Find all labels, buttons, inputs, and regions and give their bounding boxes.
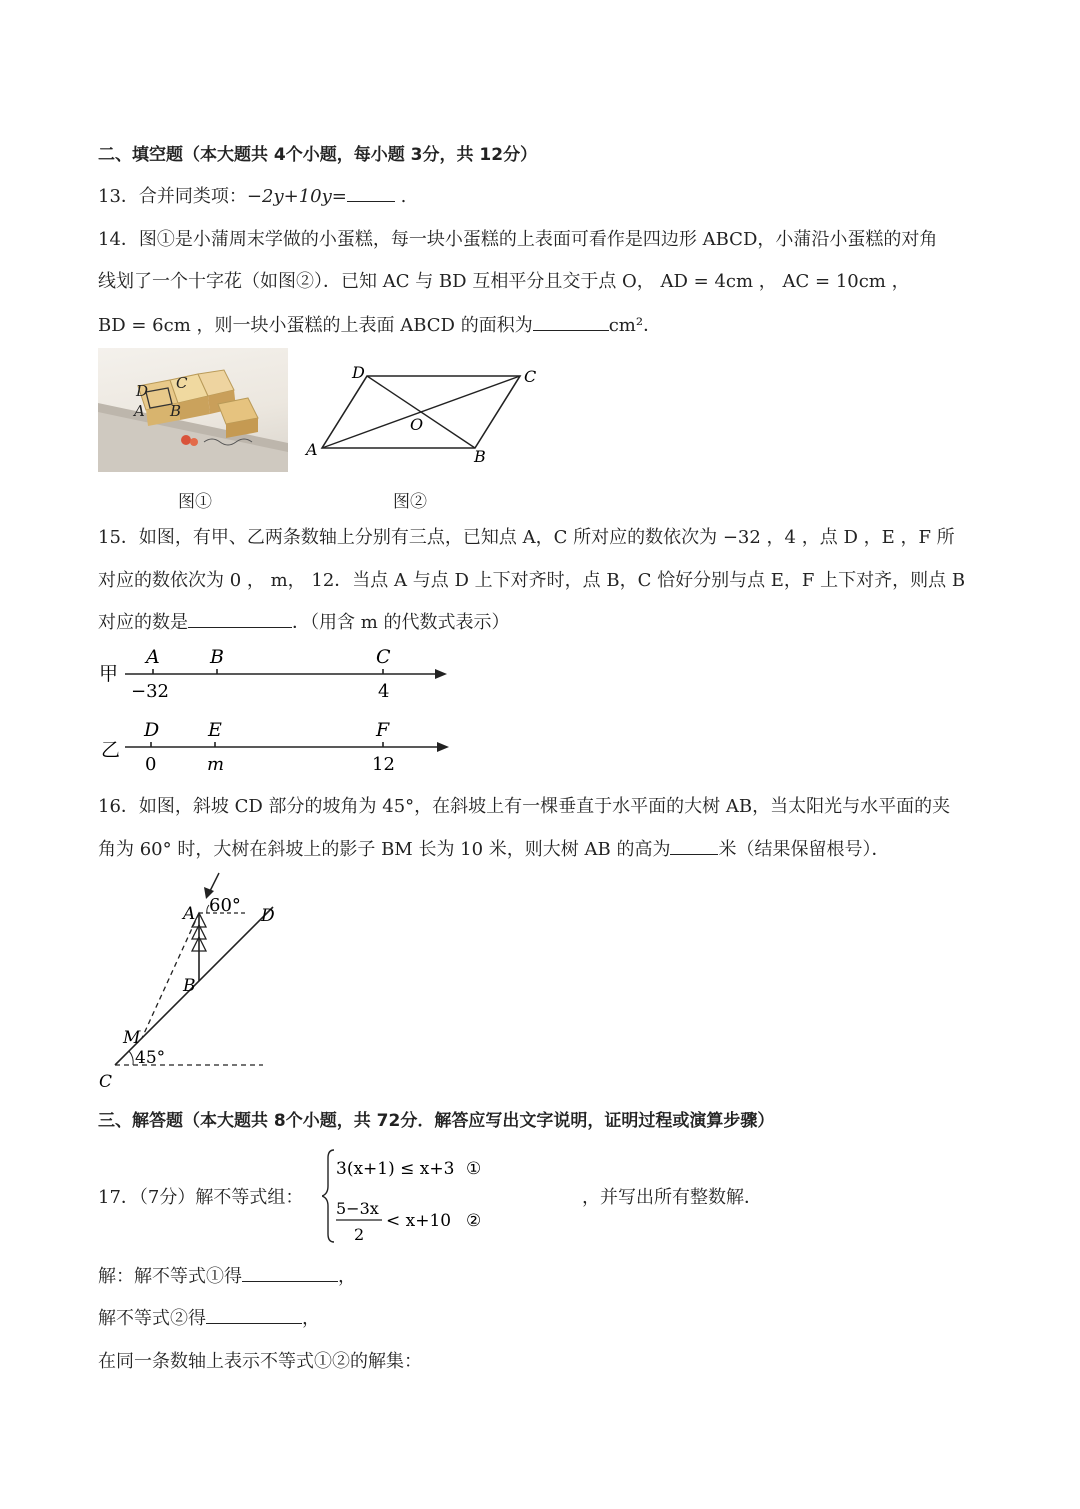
inequality-2-numerator: 5−3x [336,1199,379,1218]
axis-yi-label-e: E [208,719,222,741]
fig1-label-b: B [170,402,182,420]
axis-jia-label-b: B [210,646,224,668]
q16-answer-blank[interactable] [670,838,718,855]
q15-note: ．（用含 m 的代数式表示） [292,612,510,633]
angle-60-label: 60° [209,895,241,916]
q13-answer-blank[interactable] [347,185,395,202]
question-13 [98,182,406,208]
q17-step-2-text: 解不等式②得 [98,1308,206,1329]
slope-label-d: D [261,906,275,926]
system-brace [322,1150,334,1242]
fig2-label-a: A [306,440,318,459]
q16-line-1: 16．如图，斜坡 CD 部分的坡角为 45°，在斜坡上有一棵垂直于水平面的大树 AB，当太阳光与水平面的夹 [98,796,951,817]
fig2-label-o: O [410,415,424,434]
fig2-label-c: C [524,367,537,386]
slope-tree-figure [95,865,295,1095]
fig1-label-d: D [136,382,149,400]
q17-step-3: 在同一条数轴上表示不等式①②的解集： [98,1351,422,1372]
fig1-label-c: C [176,374,188,392]
q17-prefix: 17．（7分）解不等式组： [98,1187,304,1208]
q15-line-3-text: 对应的数是 [98,612,188,633]
axis-yi-arrow [437,742,449,752]
q17-step-1-text: 解：解不等式①得 [98,1266,242,1287]
q15-line-2: 对应的数依次为 0 ， m， 12．当点 A 与点 D 上下对齐时，点 B，C 恰好分别与点 E，F 上下对齐，则点 B [98,570,966,591]
q16-line-2-text: 角为 60° 时，大树在斜坡上的影子 BM 长为 10 米，则大树 AB 的高为 [98,839,671,860]
number-lines-figure [95,640,455,780]
diagonal-bd [367,376,475,448]
section2-heading: 二、填空题（本大题共 4个小题，每小题 3分，共 12分） [98,145,538,165]
fig2-label-b: B [474,447,486,466]
inequality-system [322,1146,502,1246]
axis-jia-value-c: 4 [378,681,390,702]
q17-step-2-comma: ， [302,1308,320,1329]
q16-tail: 米（结果保留根号）． [718,839,890,860]
inequality-2-denominator: 2 [354,1225,365,1244]
q14-line-1: 14．图①是小蒲周末学做的小蛋糕，每一块小蛋糕的上表面可看作是四边形 ABCD，小蒲沿小蛋糕的对角 [98,229,938,250]
axis-yi-label-f: F [376,719,390,741]
axis-yi-value-d: 0 [145,754,157,775]
q13-expression: −2y+10y= [246,186,347,207]
inequality-1-mark: ① [466,1159,482,1179]
q13-text: 合并同类项： [138,186,247,207]
axis-yi-value-f: 12 [372,754,395,775]
q14-answer-blank[interactable] [533,314,609,331]
axis-yi-name: 乙 [101,739,121,761]
parallelogram-figure [300,358,550,468]
q14-unit: cm²． [608,315,662,336]
axis-jia-label-a: A [146,646,160,668]
slope-label-c: C [99,1072,113,1092]
axis-jia-value-a: −32 [131,681,169,702]
inequality-2-mark: ② [466,1211,482,1231]
q17-step-1 [98,1262,356,1288]
cake-photo [98,348,288,472]
fig1-label-a: A [134,402,145,420]
axis-jia-arrow [435,669,447,679]
q14-line-3 [98,311,661,337]
axis-yi-label-d: D [144,719,160,741]
q17-step-1-comma: ， [338,1266,356,1287]
cake-photo-drawing [98,348,288,472]
q17-step-1-blank[interactable] [242,1265,338,1282]
axis-jia-name: 甲 [99,663,119,685]
inequality-1: 3(x+1) ≤ x+3 [336,1159,455,1179]
slope-label-b: B [183,976,196,996]
fig2-label-d: D [352,363,365,382]
inequality-2-rest: < x+10 [386,1211,452,1231]
section3-heading: 三、解答题（本大题共 8个小题，共 72分．解答应写出文字说明，证明过程或演算步骤） [98,1111,775,1131]
q15-line-1: 15．如图，有甲、乙两条数轴上分别有三点，已知点 A，C 所对应的数依次为 −32 ，4 ，点 D ，E ，F 所 [98,527,955,548]
angle-45-label: 45° [135,1048,166,1068]
axis-jia-label-c: C [376,646,391,668]
slope-label-m: M [123,1028,141,1048]
q15-answer-blank[interactable] [188,611,292,628]
q16-line-2 [98,835,889,861]
q13-tail: . [394,186,407,207]
slope-label-a: A [183,904,196,924]
q14-line-2: 线划了一个十字花（如图②）．已知 AC 与 BD 互相平分且交于点 O， AD = 4cm ， AC = 10cm ， [98,271,910,292]
axis-yi-value-e: m [207,754,225,775]
q14-line-3-text: BD = 6cm ，则一块小蛋糕的上表面 ABCD 的面积为 [98,315,533,336]
q15-line-3 [98,608,510,634]
q13-number: 13． [98,186,139,207]
fig1-caption: 图① [178,492,212,512]
q17-step-2 [98,1304,320,1330]
q17-step-2-blank[interactable] [206,1307,302,1324]
q17-suffix: ，并写出所有整数解． [582,1187,762,1208]
fig2-caption: 图② [393,492,427,512]
